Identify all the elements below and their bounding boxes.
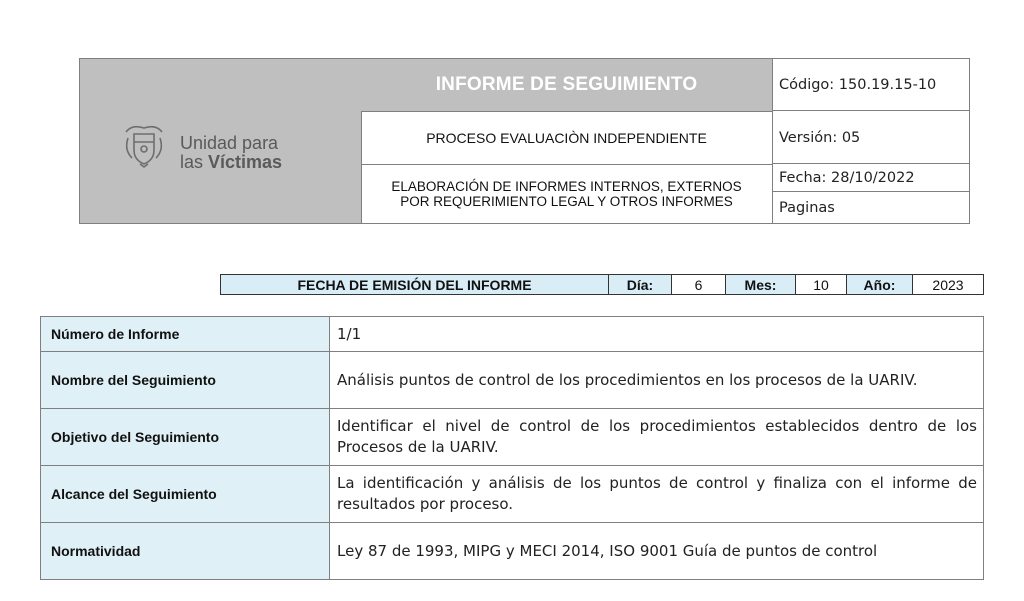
elaboration-text: ELABORACIÓN DE INFORMES INTERNOS, EXTERNOS POR REQUERIMIENTO LEGAL Y OTROS INFORMES <box>391 179 742 209</box>
row-value: Identificar el nivel de control de los procedimientos establecidos dentro de los Procesos de la UARIV. <box>330 409 984 466</box>
header-middle-column <box>361 59 773 223</box>
fecha-field: Fecha: 28/10/2022 <box>773 165 969 192</box>
logo-cell <box>80 59 362 223</box>
table-row <box>41 317 984 352</box>
day-label: Día: <box>609 275 672 294</box>
emission-label: FECHA DE EMISIÓN DEL INFORME <box>221 275 609 294</box>
row-label: Número de Informe <box>41 317 330 352</box>
table-row <box>41 409 984 466</box>
row-label: Objetivo del Seguimiento <box>41 409 330 466</box>
row-label: Normatividad <box>41 523 330 580</box>
year-value: 2023 <box>913 275 983 294</box>
table-row <box>41 466 984 523</box>
row-value: Análisis puntos de control de los procedimientos en los procesos de la UARIV. <box>330 352 984 409</box>
table-row <box>41 352 984 409</box>
day-value: 6 <box>672 275 726 294</box>
year-label: Año: <box>847 275 913 294</box>
logo-text-line1: Unidad para <box>180 133 279 153</box>
logo-text-line2: las Víctimas <box>180 152 283 172</box>
document-header <box>79 58 970 224</box>
table-row <box>41 523 984 580</box>
version-field: Versión: 05 <box>773 112 969 164</box>
codigo-field: Código: 150.19.15-10 <box>773 59 969 111</box>
coat-of-arms-icon <box>122 122 166 168</box>
row-value: Ley 87 de 1993, MIPG y MECI 2014, ISO 9001 Guía de puntos de control <box>330 523 984 580</box>
row-label: Alcance del Seguimiento <box>41 466 330 523</box>
paginas-field: Paginas <box>779 200 835 216</box>
month-value: 10 <box>796 275 847 294</box>
month-label: Mes: <box>726 275 796 294</box>
row-value: La identificación y análisis de los puntos de control y finaliza con el informe de resultados por proceso. <box>330 466 984 523</box>
report-title: INFORME DE SEGUIMIENTO <box>361 59 772 112</box>
emission-date-strip <box>220 274 984 295</box>
header-meta-column <box>773 59 969 223</box>
row-label: Nombre del Seguimiento <box>41 352 330 409</box>
report-info-table <box>40 316 984 580</box>
process-name: PROCESO EVALUACIÒN INDEPENDIENTE <box>361 112 772 165</box>
row-value: 1/1 <box>330 317 984 352</box>
